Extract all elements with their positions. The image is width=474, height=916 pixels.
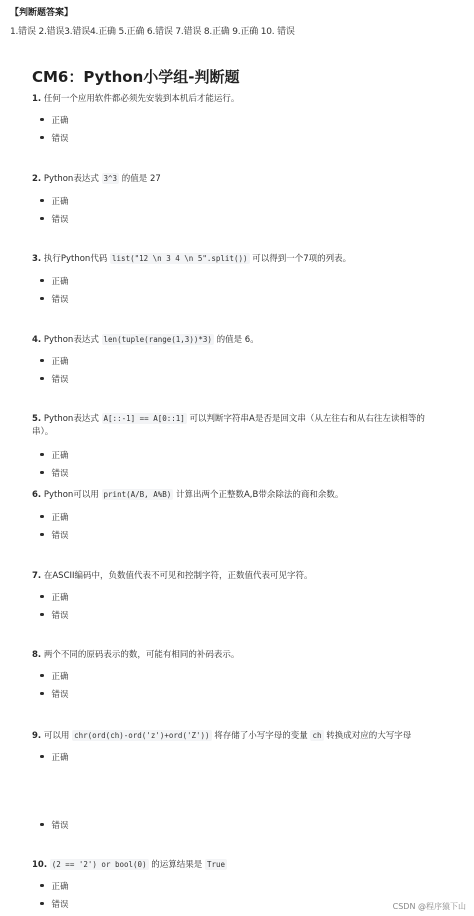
option-false (40, 529, 69, 541)
question-number: 10. (32, 860, 48, 870)
question-text: 可以得到一个7项的列表。 (252, 254, 352, 264)
question-text: 将存储了小写字母的变量 (214, 731, 308, 741)
question-text: 两个不同的原码表示的数，可能有相同的补码表示。 (43, 650, 240, 660)
option-label: 错误 (51, 375, 69, 385)
bullet-icon (40, 515, 44, 519)
bullet-icon (40, 674, 44, 678)
option-label: 错误 (51, 215, 69, 225)
inline-code: A[::-1] == A[0::1] (103, 414, 185, 423)
option-label: 正确 (51, 116, 69, 126)
option-true (40, 591, 69, 603)
bullet-icon (40, 613, 44, 617)
question-text: 可以判断字符串A是否是回文串（从左往右和从右往左读相等的串）。 (32, 414, 425, 437)
bullet-icon (40, 533, 44, 537)
question-text: 计算出两个正整数A,B带余除法的商和余数。 (175, 490, 344, 500)
bullet-icon (40, 359, 44, 363)
question-number: 6. (32, 490, 42, 500)
bullet-icon (40, 884, 44, 888)
option-true (40, 449, 69, 461)
option-label: 错误 (51, 134, 69, 144)
inline-code: list("12 \n 3 4 \n 5".split()) (112, 254, 248, 263)
bullet-icon (40, 453, 44, 457)
bullet-icon (40, 377, 44, 381)
bullet-icon (40, 823, 44, 827)
question-text: Python表达式 (43, 335, 99, 345)
option-true (40, 275, 69, 287)
question-number: 8. (32, 650, 42, 660)
option-label: 错误 (51, 611, 69, 621)
option-false (40, 819, 69, 831)
option-true (40, 751, 69, 763)
option-true (40, 114, 69, 126)
inline-code: 3^3 (103, 174, 118, 183)
option-label: 错误 (51, 295, 69, 305)
question-text: 可以用 (43, 731, 70, 741)
question-text: 的值是 6。 (216, 335, 259, 345)
question-text: 任何一个应用软件都必须先安装到本机后才能运行。 (43, 94, 240, 104)
inline-code: ch (312, 731, 322, 740)
option-false (40, 213, 69, 225)
answers-heading: 【判断题答案】 (10, 8, 74, 18)
bullet-icon (40, 199, 44, 203)
option-false (40, 609, 69, 621)
option-false (40, 467, 69, 479)
question-text: 执行Python代码 (43, 254, 108, 264)
question-number: 9. (32, 731, 42, 741)
inline-code: print(A/B, A%B) (103, 490, 172, 499)
question-number: 5. (32, 414, 42, 424)
question-2 (32, 172, 452, 186)
option-false (40, 132, 69, 144)
option-label: 错误 (51, 821, 69, 831)
question-number: 2. (32, 174, 42, 184)
option-label: 错误 (51, 531, 69, 541)
question-text: 的值是 27 (121, 174, 161, 184)
bullet-icon (40, 217, 44, 221)
inline-code: chr(ord(ch)-ord('z')+ord('Z')) (74, 731, 210, 740)
bullet-icon (40, 279, 44, 283)
option-label: 错误 (51, 900, 69, 910)
bullet-icon (40, 902, 44, 906)
question-6 (32, 488, 452, 502)
option-true (40, 880, 69, 892)
question-text: Python表达式 (43, 414, 99, 424)
question-8 (32, 649, 452, 662)
bullet-icon (40, 297, 44, 301)
question-3 (32, 252, 452, 266)
question-text: 在ASCII编码中，负数值代表不可见和控制字符，正数值代表可见字符。 (43, 571, 313, 581)
bullet-icon (40, 471, 44, 475)
option-false (40, 293, 69, 305)
option-label: 正确 (51, 197, 69, 207)
inline-code: len(tuple(range(1,3))*3) (103, 335, 212, 344)
option-label: 正确 (51, 672, 69, 682)
option-label: 正确 (51, 451, 69, 461)
option-label: 正确 (51, 882, 69, 892)
question-number: 4. (32, 335, 42, 345)
inline-code: (2 == '2') or bool(0) (51, 860, 147, 869)
option-true (40, 670, 69, 682)
question-text: Python表达式 (43, 174, 99, 184)
option-false (40, 373, 69, 385)
bullet-icon (40, 136, 44, 140)
question-number: 3. (32, 254, 42, 264)
bullet-icon (40, 595, 44, 599)
option-label: 错误 (51, 469, 69, 479)
question-text: 转换成对应的大写字母 (326, 731, 412, 741)
question-text: Python可以用 (43, 490, 99, 500)
bullet-icon (40, 755, 44, 759)
question-text: 的运算结果是 (151, 860, 203, 870)
option-label: 正确 (51, 277, 69, 287)
question-5 (32, 412, 442, 439)
option-false (40, 898, 69, 910)
question-9 (32, 729, 452, 743)
watermark: CSDN @程序猿下山 (392, 902, 466, 911)
question-7 (32, 570, 452, 583)
question-4 (32, 333, 452, 347)
option-true (40, 195, 69, 207)
question-number: 7. (32, 571, 42, 581)
option-true (40, 511, 69, 523)
section-title: CM6：Python小学组-判断题 (32, 68, 240, 86)
question-10 (32, 858, 452, 872)
bullet-icon (40, 118, 44, 122)
option-label: 正确 (51, 513, 69, 523)
bullet-icon (40, 692, 44, 696)
question-1 (32, 93, 452, 106)
answers-line: 1.错误 2.错误3.错误4.正确 5.正确 6.错误 7.错误 8.正确 9.正确 10. 错误 (10, 27, 295, 37)
inline-code: True (207, 860, 226, 869)
option-true (40, 355, 69, 367)
option-label: 正确 (51, 753, 69, 763)
option-false (40, 688, 69, 700)
option-label: 正确 (51, 357, 69, 367)
option-label: 正确 (51, 593, 69, 603)
option-label: 错误 (51, 690, 69, 700)
question-number: 1. (32, 94, 42, 104)
